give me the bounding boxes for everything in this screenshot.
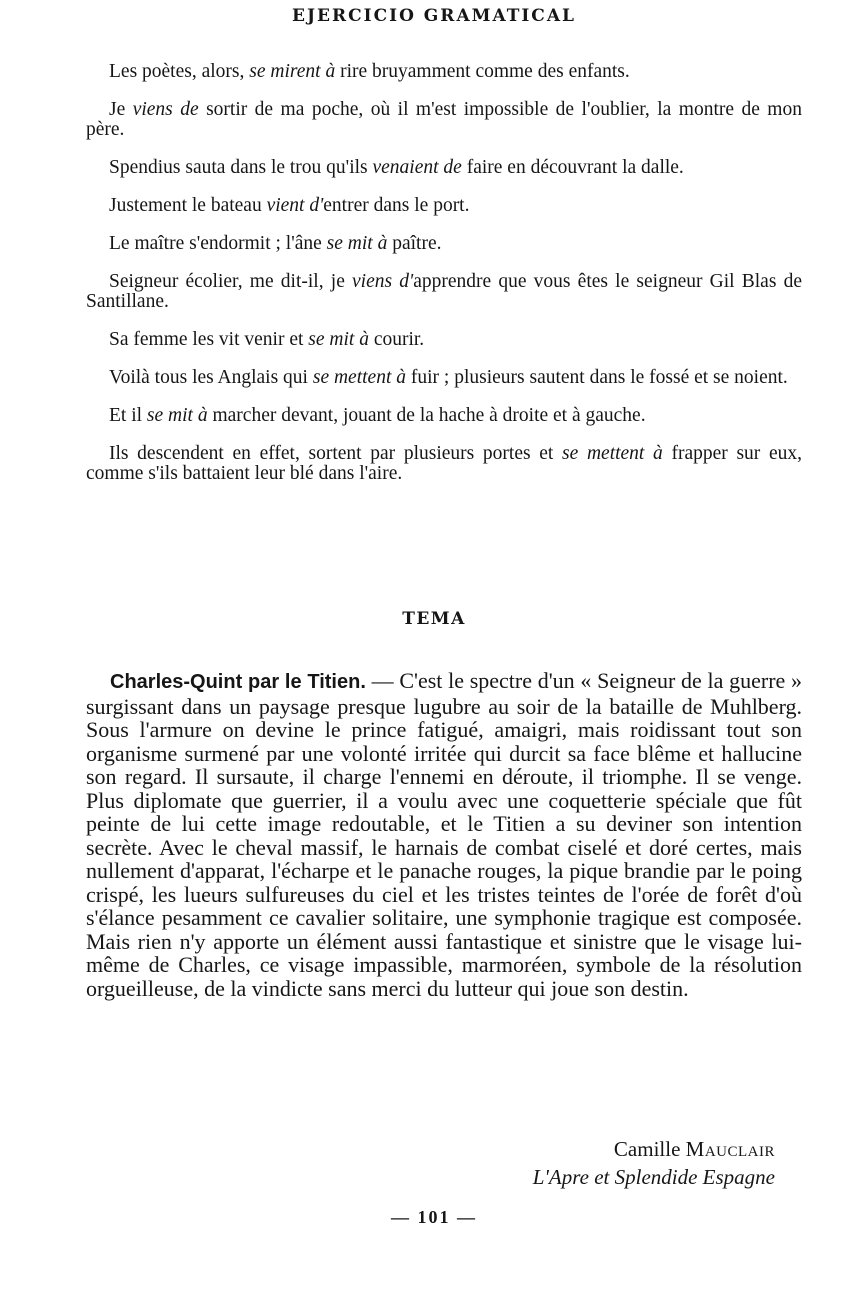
exercise-sentence: Seigneur écolier, me dit-il, je viens d'apprendre que vous êtes le seigneur Gil Blas de Santillane. — [86, 271, 802, 312]
exercise-sentence: Les poètes, alors, se mirent à rire bruyamment comme des enfants. — [109, 61, 630, 82]
tema-paragraph — [86, 669, 802, 1000]
exercise-sentence: Justement le bateau vient d'entrer dans le port. — [109, 195, 470, 216]
page-number: — 101 — — [391, 1207, 477, 1227]
book-title: L'Apre et Splendide Espagne — [532, 1165, 775, 1189]
exercise-sentences — [86, 62, 802, 502]
section-title-tema: TEMA — [402, 609, 466, 629]
exercise-sentence: Le maître s'endormit ; l'âne se mit à paître. — [109, 233, 442, 254]
exercise-sentence: Et il se mit à marcher devant, jouant de la hache à droite et à gauche. — [109, 405, 646, 426]
exercise-sentence: Je viens de sortir de ma poche, où il m'est impossible de l'oublier, la montre de mon père. — [86, 99, 802, 140]
attribution — [380, 1135, 775, 1191]
tema-body: — C'est le spectre d'un « Seigneur de la guerre » surgissant dans un paysage presque lugubre au soir de la bataille de Muhlberg. Sous l'armure on devine le prince fatigué, amaigri, mais roidissant tout son organisme surmené par une volonté irritée qui durcit sa face blême et hallucine son regard. Il sursaute, il charge l'ennemi en déroute, il triomphe. Il se venge. Plus diplomate que guerrier, il a voulu avec une coquetterie spéciale que fût peinte de lui cette image redoutable, et le Titien a su deviner son intention secrète. Avec le cheval massif, le harnais de combat ciselé et doré certes, mais nullement d'apparat, l'écharpe et le panache rouges, la pique brandie par le poing crispé, les lueurs sulfureuses du ciel et les tristes teintes de l'orée de forêt d'où s'élance pesamment ce cavalier solitaire, une symphonie tragique est composée. Mais rien n'y apporte un élément aussi fantastique et sinistre que le visage lui-même de Charles, ce visage impassible, marmoréen, symbole de la résolution orgueilleuse, de la vindicte sans merci du lutteur qui joue son destin. — [86, 668, 802, 1001]
author-name: Camille Mauclair — [613, 1137, 775, 1161]
exercise-sentence: Ils descendent en effet, sortent par plusieurs portes et se mettent à frapper sur eux, comme s'ils battaient leur blé dans l'aire. — [86, 443, 802, 484]
section-title-ejercicio: EJERCICIO GRAMATICAL — [292, 6, 576, 26]
exercise-sentence: Spendius sauta dans le trou qu'ils venaient de faire en découvrant la dalle. — [109, 157, 684, 178]
exercise-sentence: Sa femme les vit venir et se mit à courir. — [109, 329, 425, 350]
exercise-sentence: Voilà tous les Anglais qui se mettent à fuir ; plusieurs sautent dans le fossé et se noient. — [109, 367, 788, 388]
tema-lead: Charles-Quint par le Titien. — [110, 671, 366, 693]
